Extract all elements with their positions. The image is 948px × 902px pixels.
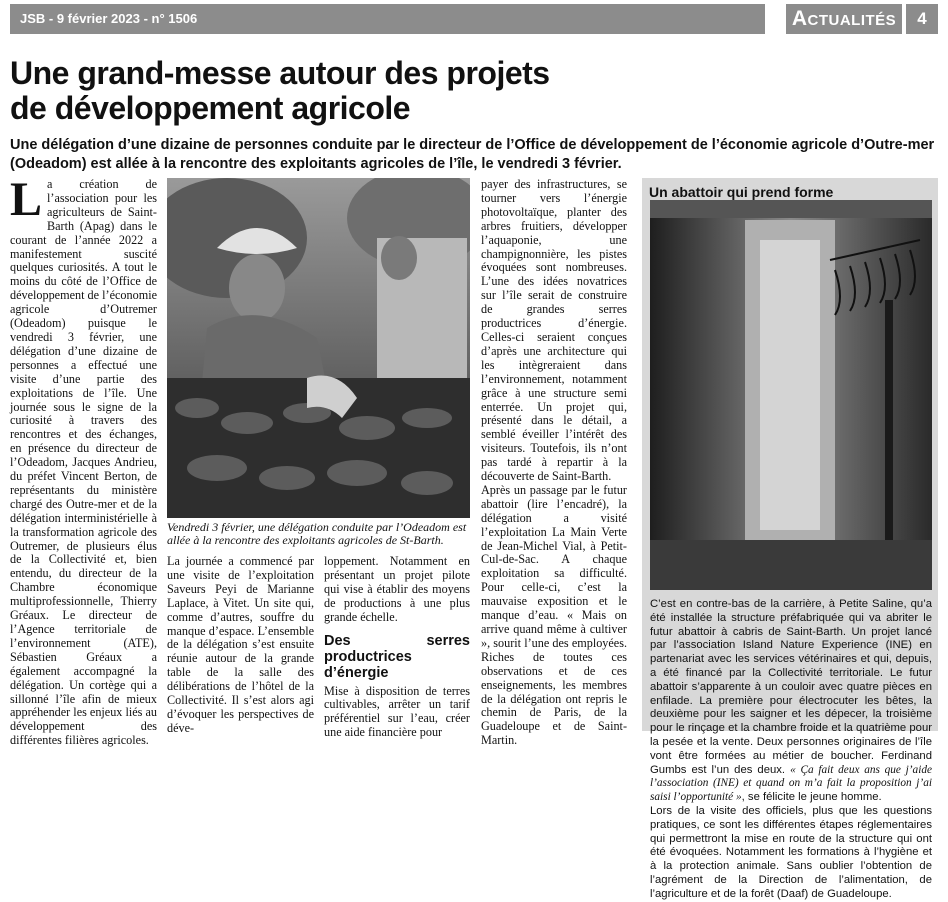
article-photo: [167, 178, 470, 518]
title-line-1: Une grand-messe autour des projets: [10, 55, 550, 91]
column-1-text: a création de l’association pour les agriculteurs de Saint-Barth (Apag) dans le courant de l’année 2022 a manifestement suscité quelques curiosités. A tout le moins du côté de l’Office de développement de l’économie agricole d’Outremer (Odeadom) puisque le vendredi 3 février, une délégation d’une dizaine de personnes a effectué une visite d’une partie des exploitations de l’île. Une journée sous le signe de la curiosité à travers des rencontres et des échanges, en présence du directeur de l’Odeadom, Jacques Andrieu, du préfet Vincent Berton, de représentants du ministère chargé des Outre-mer et de la délégation interministérielle à la transformation agricole des Outremer, de plusieurs élus de la Collectivité et, bien entendu, du directeur de la Chambre économique multiprofessionnelle, Thierry Gréaux. Le directeur de l’Agence territoriale de l’environnement (ATE), Sébastien Gréaux a également accompagné la délégation. Un cortège qui a sillonné l’île afin de mieux appréhender les enjeux liés au développement des différentes filières agricoles.: [10, 177, 157, 748]
sidebar-photo: [650, 200, 932, 590]
farm-visit-image: [167, 178, 470, 518]
sidebar-quote: « Ça fait deux ans que j’aide l’association (INE) et quand on m’a fait la proposition j’ai saisi l’opportunité »: [650, 763, 932, 804]
page-number: 4: [906, 4, 938, 34]
column-3-text-b: Mise à disposition de terres cultivables, arrêter un tarif préférentiel sur l’eau, créer une aide financière pour: [324, 683, 470, 740]
sidebar-title: Un abattoir qui prend forme: [649, 184, 834, 200]
column-2: [167, 555, 314, 736]
column-4-paragraph-2: Après un passage par le futur abattoir (lire l’encadré), la délégation a visité l’exploitation La Main Verte de Jean-Michel Vial, à Petit-Cul-de-Sac. A chaque exploitation sa difficulté. Pour celle-ci, c’est la mauvaise exposition et le manque d’eau. « Mais on arrive quand même à cultiver », sourit l’une des employées. Riches de toutes ces observations et de ces enseignements, les membres de la délégation ont repris le chemin de Paris, de la Guadeloupe et de Saint-Martin.: [481, 482, 627, 748]
sidebar-paragraph-1: C’est en contre-bas de la carrière, à Petite Saline, qu’a été installée la structure préfabriquée qui va abriter le futur abattoir à cabris de Saint-Barth. Un projet lancé par l’association Island Nature Experience (INE) en partenariat avec les services vétérinaires et qui, depuis, a été financé par la Collectivité territoriale. Le futur abattoir s’apparente à un couloir avec quatre pièces en enfilade. La première pour électrocuter les bêtes, la deuxième pour les saigner et les dépecer, la troisième pour le rinçage et la chambre froide et la quatrième pour la pesée et la vente. Deux personnes originaires de l’île vont être formées au métier de boucher. Ferdinand Gumbs est l’un des deux.: [650, 598, 932, 776]
sidebar-paragraph-2: Lors de la visite des officiels, plus que les questions pratiques, ce sont les différentes étapes réglementaires qui permettront la mise en route de la structure qui ont été évoquées. Notamment les formations à l’hygiène et à la protection animale. Sans oublier l’obtention de l’agrément de la Direction de l’alimentation, de l’agriculture et de la forêt (Daaf) de Guadeloupe.: [650, 804, 932, 900]
article-title: [10, 56, 710, 126]
issue-info: JSB - 9 février 2023 - n° 1506: [10, 4, 765, 34]
abattoir-image: [650, 200, 932, 590]
section-label: Actualités: [786, 4, 902, 34]
drop-cap: L: [10, 173, 43, 226]
photo-caption: Vendredi 3 février, une délégation conduite par l’Odeadom est allée à la rencontre des exploitants agricoles de St-Barth.: [167, 520, 467, 547]
column-3-text-a: loppement. Notamment en présentant un projet pilote qui vise à établir des moyens de productions à une plus grande échelle.: [324, 554, 470, 624]
column-4-paragraph-1: payer des infrastructures, se tourner vers l’énergie photovoltaïque, planter des arbres fruitiers, développer l’aquaponie, une champignonnière, les pistes évoquées sont nombreuses. L’une des idées novatrices sur l’île serait de construire de grandes serres productrices d’énergie. Celles-ci seraient conçues d’après une architecture qui les intègreraient dans l’environnement, notamment grâce à une structure semi enterrée. Un projet qui, présenté dans le détail, a semblé éveiller l’intérêt des visiteurs. Toutefois, ils n’ont pas tardé à repartir à la découverte de Saint-Barth.: [481, 177, 627, 484]
column-1: [10, 173, 157, 748]
sidebar-text: [650, 598, 932, 902]
column-4: [481, 178, 627, 748]
sidebar-quote-attribution: , se félicite le jeune homme.: [741, 791, 882, 804]
sidebar-box: [642, 178, 938, 900]
article-lead: Une délégation d’une dizaine de personnes conduite par le directeur de l’Office de développement de l’économie agricole d’Outre-mer (Odeadom) est allée à la rencontre des exploitants agricoles de l’île, le vendredi 3 février.: [10, 137, 935, 172]
column-3: [324, 555, 470, 740]
title-line-2: de développement agricole: [10, 90, 411, 126]
subheading: Des serres productrices d’énergie: [324, 632, 470, 681]
column-2-text: La journée a commencé par une visite de l’exploitation Saveurs Peyi de Marianne Laplace, à Vitet. Un site qui, comme d’autres, souffre du manque d’espace. L’ensemble de la délégation s’est ensuite réunie autour de la grande table de la salle des délibérations de l’hôtel de la Collectivité. Il s’est alors agi d’évoquer les perspectives de déve-: [167, 554, 314, 735]
page-header: [0, 4, 948, 36]
